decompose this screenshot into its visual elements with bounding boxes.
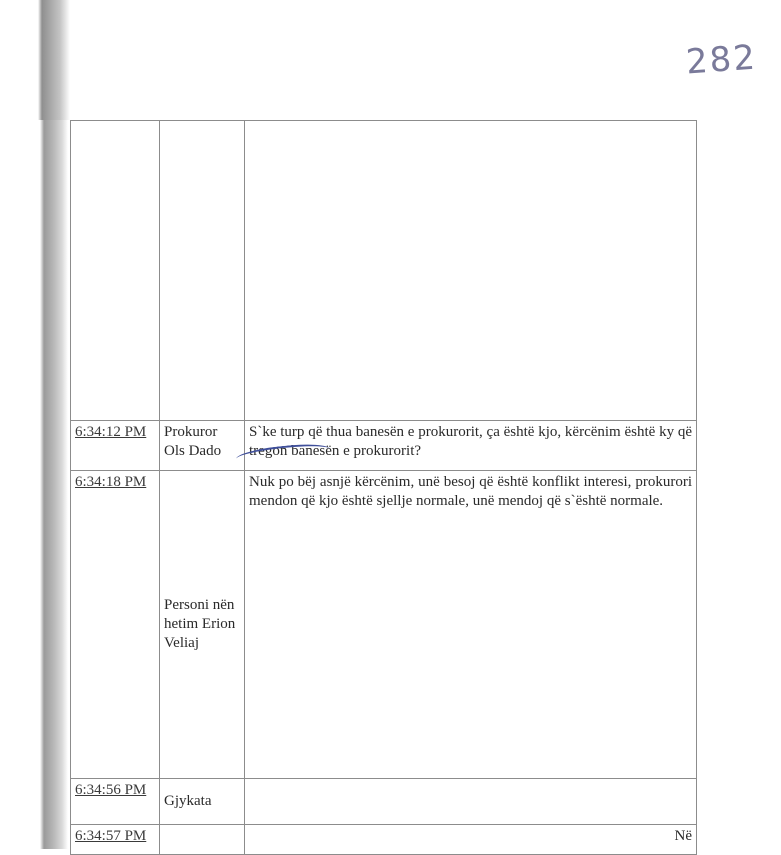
- text-cell: S`ke turp që thua banesën e prokurorit, ça është kjo, kërcënim është ky që tregon banesën e prokurorit?: [245, 421, 697, 471]
- transcript-table: [70, 120, 697, 855]
- speaker-label: Gjykata: [164, 793, 212, 809]
- speaker-label: Personi nën hetim Erion Veliaj: [164, 597, 236, 651]
- speaker-cell: Prokuror Ols Dado: [160, 421, 245, 471]
- table-row: [71, 121, 697, 421]
- speaker-cell: [160, 825, 245, 855]
- table-row: [71, 825, 697, 855]
- time-cell: [71, 121, 160, 421]
- time-cell: 6:34:57 PM: [71, 825, 160, 855]
- scan-edge-top: [0, 0, 70, 120]
- page-number: 282: [684, 37, 759, 83]
- speaker-cell: [160, 471, 245, 779]
- text-fragment: Në: [674, 828, 692, 844]
- scan-edge: [0, 0, 68, 849]
- text-cell: [245, 825, 697, 855]
- time-cell: 6:34:56 PM: [71, 779, 160, 825]
- text-cell: [245, 121, 697, 421]
- table-row: [71, 779, 697, 825]
- text-cell: Nuk po bëj asnjë kërcënim, unë besoj që është konflikt interesi, prokurori mendon që kjo është sjellje normale, unë mendoj që s`është normale.: [245, 471, 697, 779]
- time-cell: 6:34:18 PM: [71, 471, 160, 779]
- table-row: [71, 471, 697, 779]
- speaker-cell: [160, 779, 245, 825]
- text-cell: [245, 779, 697, 825]
- time-cell: 6:34:12 PM: [71, 421, 160, 471]
- table-row: [71, 421, 697, 471]
- speaker-cell: [160, 121, 245, 421]
